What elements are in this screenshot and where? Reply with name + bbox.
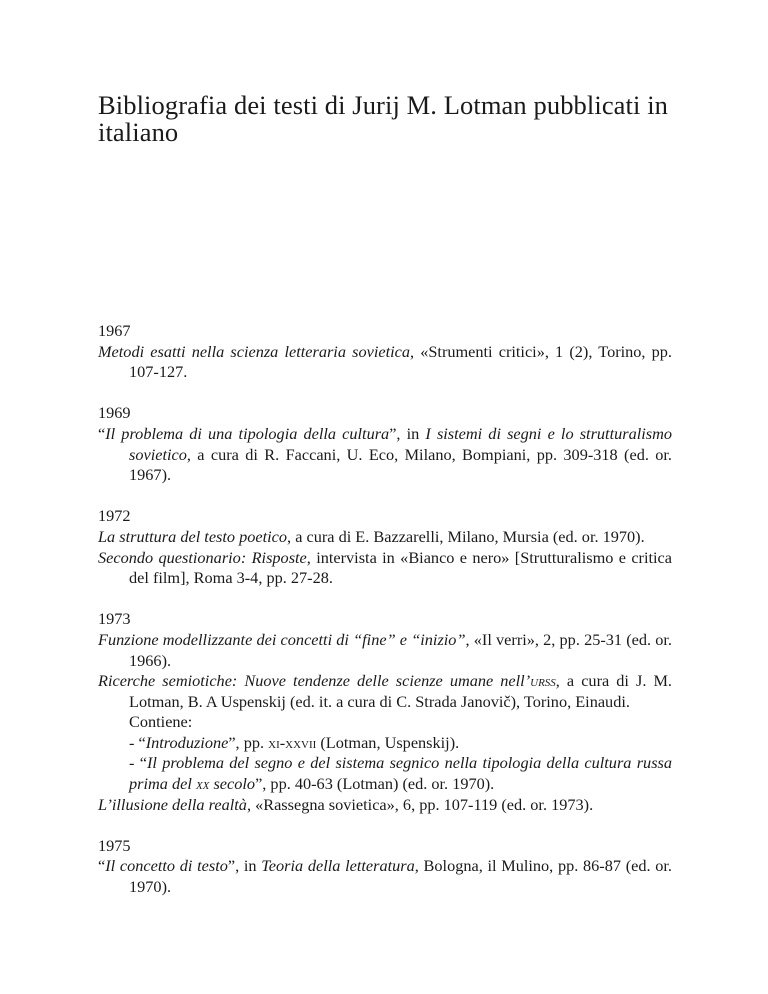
volume-title: Teoria della letteratura bbox=[261, 856, 415, 876]
bibliography-entry bbox=[98, 630, 672, 671]
entry-title: Metodi esatti nella scienza letteraria sovietica bbox=[98, 341, 410, 361]
entry-title: Il problema di una tipologia della cultura bbox=[105, 423, 390, 443]
bibliography-entry bbox=[98, 342, 672, 383]
year-block-1973 bbox=[98, 609, 672, 815]
year-heading: 1967 bbox=[98, 321, 131, 340]
year-block-1972 bbox=[98, 506, 672, 588]
volume-title: I sistemi di segni e lo strutturalismo sovietico bbox=[129, 423, 672, 464]
item-pages-smallcaps: xi-xxvii bbox=[268, 732, 317, 752]
bibliography-entry bbox=[98, 424, 672, 486]
year-block-1967 bbox=[98, 321, 672, 383]
year-heading: 1975 bbox=[98, 835, 131, 855]
entry-title: L’illusione della realtà bbox=[98, 794, 247, 814]
item-details: ”, pp. 40-63 (Lotman) (ed. or. 1970). bbox=[255, 774, 495, 794]
bibliography-entry bbox=[98, 527, 672, 548]
entry-details: , Bologna, il Mulino, pp. 86-87 (ed. or. 1970). bbox=[129, 856, 672, 897]
entry-title: La struttura del testo poetico bbox=[98, 526, 288, 546]
contents-label: Contiene: bbox=[129, 712, 193, 732]
entry-details: , a cura di E. Bazzarelli, Milano, Mursia (ed. or. 1970). bbox=[287, 526, 645, 546]
year-heading: 1972 bbox=[98, 506, 131, 526]
bibliography-entry bbox=[98, 671, 672, 712]
bibliography-entry bbox=[98, 856, 672, 897]
entry-details: , «Strumenti critici», 1 (2), Torino, pp. 107-127. bbox=[129, 341, 673, 382]
year-block-1969 bbox=[98, 403, 672, 485]
item-connector: ”, pp. bbox=[228, 732, 269, 752]
year-heading: 1973 bbox=[98, 609, 131, 629]
year-heading: 1969 bbox=[98, 403, 131, 423]
entry-title: Secondo questionario: Risposte bbox=[98, 547, 307, 567]
year-block-1975 bbox=[98, 836, 672, 898]
entry-connector: ”, in bbox=[227, 856, 262, 876]
item-title-smallcaps: xx bbox=[195, 774, 210, 794]
item-prefix: - “ bbox=[129, 753, 147, 773]
bibliography bbox=[98, 321, 672, 918]
entry-details: , «Il verri», 2, pp. 25-31 (ed. or. 1966). bbox=[129, 629, 672, 670]
quote-mark: “ bbox=[98, 856, 106, 876]
entry-details: , a cura di J. M. Lotman, B. A Uspenskij (ed. it. a cura di C. Strada Janovič), Torino, Einaudi. bbox=[129, 671, 672, 711]
entry-connector: ”, in bbox=[389, 423, 426, 443]
item-title: Il problema del segno e del sistema segnico nella tipologia della cultura russa prima del bbox=[129, 753, 673, 794]
item-details: (Lotman, Uspenskij). bbox=[316, 732, 460, 752]
entry-details: , intervista in «Bianco e nero» [Strutturalismo e critica del film], Roma 3-4, pp. 27-28. bbox=[129, 547, 673, 588]
item-title: Introduzione bbox=[145, 732, 229, 752]
entry-title: Il concetto di testo bbox=[105, 856, 228, 876]
contents-item bbox=[98, 753, 672, 794]
quote-mark: “ bbox=[98, 423, 106, 443]
item-title-end: secolo bbox=[209, 774, 256, 794]
item-prefix: - “ bbox=[129, 732, 146, 752]
entry-details: , «Rassegna sovietica», 6, pp. 107-119 (ed. or. 1973). bbox=[246, 794, 594, 814]
entry-title: Funzione modellizzante dei concetti di “fine” e “inizio” bbox=[98, 629, 466, 649]
entry-title: Ricerche semiotiche: Nuove tendenze delle scienze umane nell’ bbox=[98, 671, 531, 691]
entry-title-smallcaps: urss bbox=[530, 671, 556, 691]
page-title: Bibliografia dei testi di Jurij M. Lotman pubblicati in italiano bbox=[98, 90, 669, 147]
contents-item bbox=[98, 733, 672, 754]
bibliography-entry bbox=[98, 548, 672, 589]
bibliography-entry bbox=[98, 795, 672, 816]
entry-details: , a cura di R. Faccani, U. Eco, Milano, Bompiani, pp. 309-318 (ed. or. 1967). bbox=[129, 444, 672, 485]
